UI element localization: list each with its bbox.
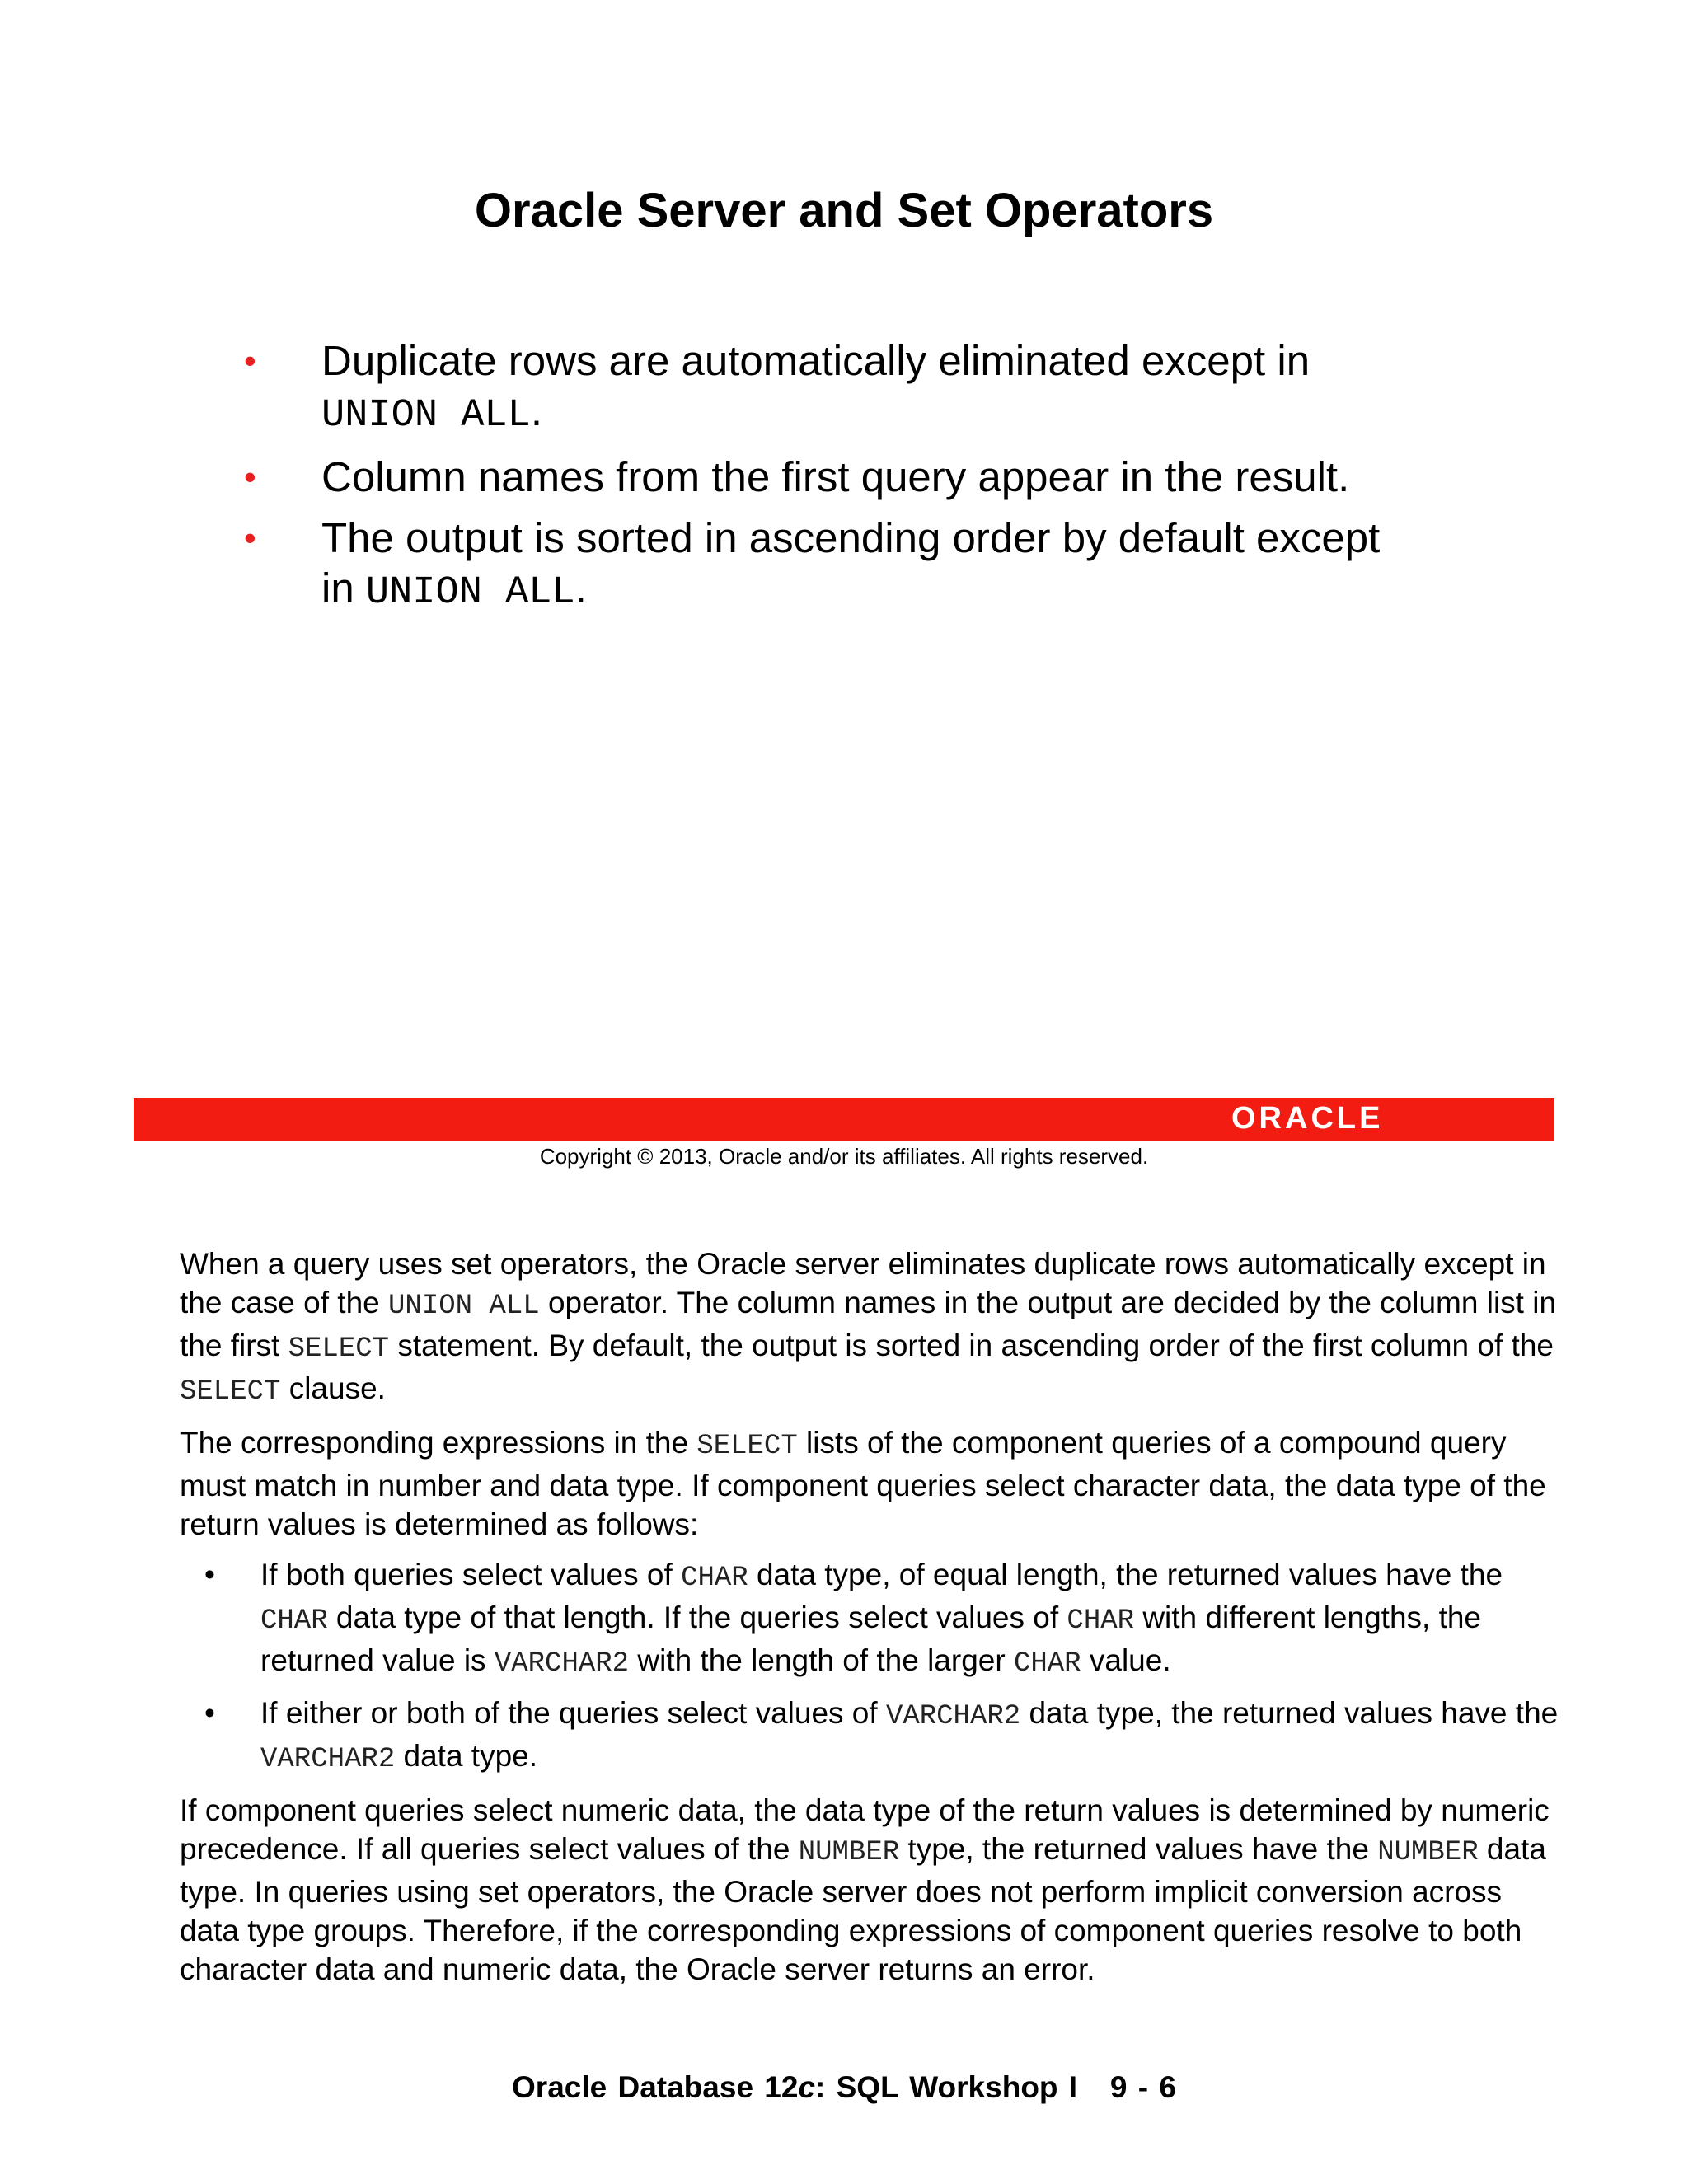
notes-section: [180, 1244, 1564, 2000]
code-keyword: VARCHAR2: [885, 1701, 1021, 1732]
notes-list-item: • If either or both of the queries select values of VARCHAR2 data type, the returned values have the VARCHAR2 data type.: [180, 1694, 1564, 1779]
slide-bullet-item: • Duplicate rows are automatically eliminated except in UNION ALL.: [244, 337, 1311, 438]
copyright-notice: Copyright © 2013, Oracle and/or its affiliates. All rights reserved.: [539, 1144, 1149, 1169]
slide-bullet-list: [232, 335, 1469, 629]
code-keyword: UNION ALL: [388, 1291, 540, 1322]
bullet-icon: •: [204, 1558, 215, 1591]
code-keyword: VARCHAR2: [494, 1648, 630, 1680]
notes-paragraph: When a query uses set operators, the Oracle server eliminates duplicate rows automatically except in the case of the UNION ALL operator. The column names in the output are decided by the column list in the first SELECT statement. By default, the output is sorted in ascending order of the first column of the SELECT clause.: [180, 1247, 1557, 1408]
code-keyword: SELECT: [288, 1333, 390, 1365]
page-footer: Oracle Database 12c: SQL Workshop I 9 - 6: [512, 2070, 1176, 2104]
code-keyword: CHAR: [681, 1563, 748, 1594]
code-keyword: NUMBER: [798, 1837, 900, 1868]
bullet-icon: •: [244, 518, 256, 557]
notes-paragraph: If component queries select numeric data, the data type of the return values is determined by numeric precedence. If all queries select values of the NUMBER type, the returned values have the NUMBER data type. In queries using set operators, the Oracle server does not perform implicit conversion across data type groups. Therefore, if the corresponding expressions of component queries resolve to both character data and numeric data, the Oracle server returns an error.: [180, 1793, 1550, 1986]
code-keyword: CHAR: [1067, 1605, 1135, 1637]
notes-list-item: • If both queries select values of CHAR data type, of equal length, the returned values have the CHAR data type of that length. If the queries select values of CHAR with different lengths, the returned value is VARCHAR2 with the length of the larger CHAR value.: [180, 1555, 1564, 1684]
bullet-icon: •: [244, 341, 256, 380]
oracle-logo: ORACLE: [1231, 1101, 1384, 1136]
bullet-icon: •: [204, 1696, 215, 1730]
code-keyword: CHAR: [1013, 1648, 1081, 1680]
code-keyword: VARCHAR2: [260, 1744, 396, 1775]
notes-paragraph: The corresponding expressions in the SELECT lists of the component queries of a compound query must match in number and data type. If component queries select character data, the data type of the return values is determined as follows:: [180, 1426, 1546, 1541]
code-keyword: NUMBER: [1377, 1837, 1479, 1868]
code-keyword: UNION ALL: [365, 571, 575, 615]
slide-bullet-item: • The output is sorted in ascending order by default except in UNION ALL.: [244, 514, 1381, 615]
code-keyword: CHAR: [260, 1605, 328, 1637]
notes-list: [180, 1555, 1564, 1779]
code-keyword: SELECT: [696, 1431, 798, 1462]
page-number: 9 - 6: [1109, 2070, 1176, 2104]
bullet-icon: •: [244, 457, 256, 496]
code-keyword: SELECT: [180, 1376, 281, 1408]
slide-bullet-item: • Column names from the first query appear in the result.: [244, 453, 1350, 500]
slide-title: Oracle Server and Set Operators: [474, 184, 1214, 237]
code-keyword: UNION ALL: [321, 394, 531, 438]
